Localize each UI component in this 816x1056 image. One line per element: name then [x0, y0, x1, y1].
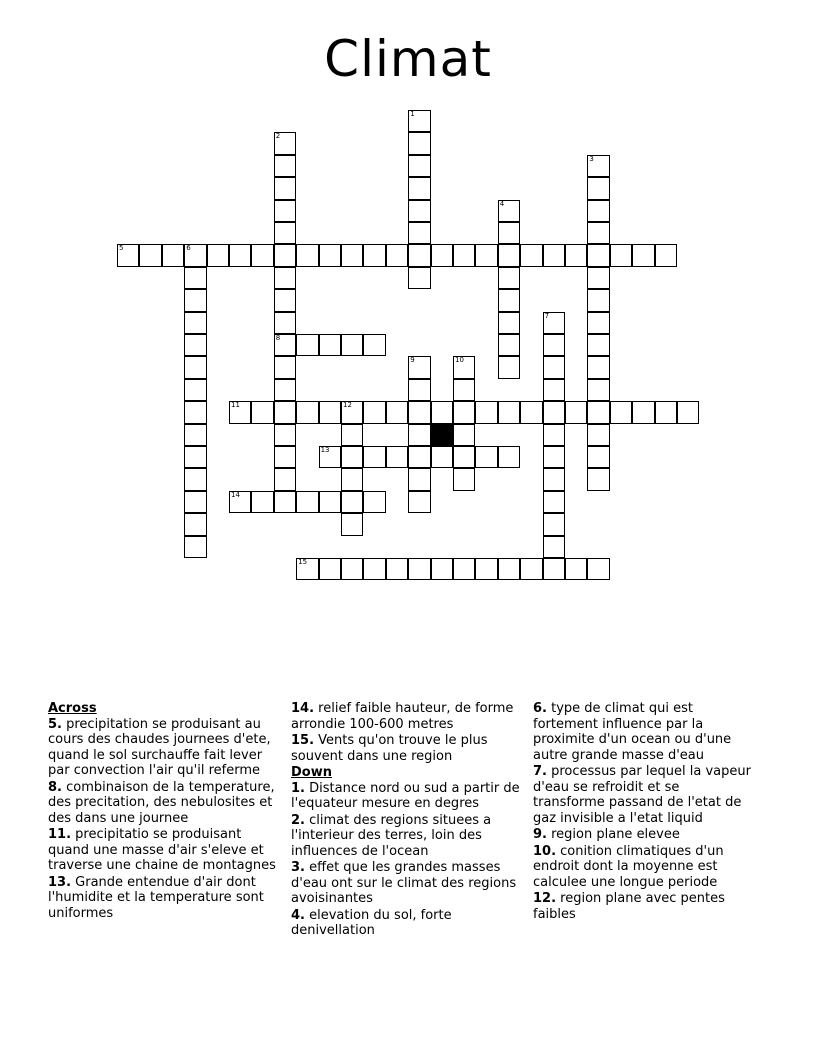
clue-item: [291, 781, 526, 812]
clue-number-label: 6.: [533, 701, 547, 716]
clue-text: combinaison de la temperature, des precitation, des nebulosites et des dans une journee: [48, 779, 275, 826]
clue-number: 15: [298, 558, 308, 566]
grid-cell[interactable]: [229, 491, 251, 513]
clue-text: conition climatiques d'un endroit dont la moyenne est calculee une longue periode: [533, 843, 724, 890]
grid-cell[interactable]: [587, 356, 609, 378]
grid-cell[interactable]: [274, 356, 296, 378]
clue-item: [291, 860, 526, 907]
grid-cell[interactable]: [319, 334, 341, 356]
grid-cell[interactable]: [184, 312, 206, 334]
clue-text: effet que les grandes masses d'eau ont sur le climat des regions avoisinantes: [291, 860, 517, 906]
grid-cell[interactable]: [610, 244, 632, 266]
across-heading: Across: [48, 701, 97, 716]
grid-cell[interactable]: [162, 244, 184, 266]
grid-cell[interactable]: [498, 356, 520, 378]
clue-number-label: 4.: [291, 907, 305, 923]
grid-cell[interactable]: [453, 446, 475, 468]
grid-cell[interactable]: [274, 401, 296, 423]
grid-cell[interactable]: [274, 379, 296, 401]
grid-cell[interactable]: [251, 244, 273, 266]
grid-cell[interactable]: [453, 558, 475, 580]
grid-cell[interactable]: [587, 222, 609, 244]
grid-cell[interactable]: [543, 244, 565, 266]
grid-cell[interactable]: [363, 401, 385, 423]
grid-cell[interactable]: [207, 244, 229, 266]
grid-cell[interactable]: [229, 401, 251, 423]
clue-text: precipitation se produisant au cours des chaudes journees d'ete, quand le sol surchauffe fait lever par convection l'air qu'il referme: [48, 716, 271, 778]
grid-cell[interactable]: [274, 312, 296, 334]
grid-cell[interactable]: [274, 267, 296, 289]
clue-number-label: 10.: [533, 843, 557, 859]
grid-cell[interactable]: [184, 513, 206, 535]
grid-cell[interactable]: [498, 289, 520, 311]
clue-text: region plane elevee: [546, 827, 680, 842]
grid-cell[interactable]: [587, 244, 609, 266]
grid-cell[interactable]: [184, 446, 206, 468]
grid-cell[interactable]: [431, 446, 453, 468]
grid-cell[interactable]: [184, 424, 206, 446]
clue-text: type de climat qui est fortement influence par la proximite d'un ocean ou d'une autre grande masse d'eau: [533, 701, 732, 763]
grid-cell[interactable]: [251, 401, 273, 423]
grid-cell[interactable]: [587, 468, 609, 490]
clue-number: 14: [231, 490, 240, 499]
grid-cell[interactable]: [408, 446, 430, 468]
grid-cell[interactable]: [117, 244, 139, 266]
grid-cell[interactable]: [184, 491, 206, 513]
grid-cell[interactable]: [565, 558, 587, 580]
grid-cell[interactable]: [229, 244, 251, 266]
grid-cell[interactable]: [587, 289, 609, 311]
grid-cell[interactable]: [565, 401, 587, 423]
grid-cell[interactable]: [587, 312, 609, 334]
grid-cell[interactable]: [341, 491, 363, 513]
clue-number: 4: [499, 199, 505, 208]
grid-cell[interactable]: [274, 446, 296, 468]
clue-number: 7: [544, 311, 550, 320]
clue-number: 3: [589, 154, 594, 163]
grid-cell[interactable]: [520, 244, 542, 266]
black-cell: [431, 424, 453, 446]
grid-cell[interactable]: [319, 558, 341, 580]
grid-cell[interactable]: [296, 491, 318, 513]
grid-cell[interactable]: [543, 536, 565, 558]
grid-cell[interactable]: [632, 401, 654, 423]
grid-cell[interactable]: [408, 401, 430, 423]
grid-cell[interactable]: [408, 267, 430, 289]
clue-item: [291, 701, 526, 732]
grid-cell[interactable]: [587, 401, 609, 423]
grid-cell[interactable]: [319, 244, 341, 266]
grid-cell[interactable]: [296, 244, 318, 266]
clue-number: 11: [231, 401, 240, 410]
clue-column-1: [48, 701, 283, 922]
grid-cell[interactable]: [386, 446, 408, 468]
grid-cell[interactable]: [408, 379, 430, 401]
puzzle-title: Climat: [324, 30, 492, 88]
grid-cell[interactable]: [543, 312, 565, 334]
grid-cell[interactable]: [498, 446, 520, 468]
grid-cell[interactable]: [408, 155, 430, 177]
clue-item: [533, 844, 753, 891]
clue-number-label: 13.: [48, 874, 72, 890]
clue-number: 8: [275, 334, 281, 342]
clue-text: climat des regions situees a l'interieur des terres, loin des influences de l'ocean: [291, 812, 492, 859]
grid-cell[interactable]: [386, 401, 408, 423]
grid-cell[interactable]: [274, 200, 296, 222]
clue-item: [48, 717, 283, 779]
grid-cell[interactable]: [274, 132, 296, 154]
grid-cell[interactable]: [341, 468, 363, 490]
clue-number-label: 9.: [533, 827, 547, 842]
grid-cell[interactable]: [184, 468, 206, 490]
grid-cell[interactable]: [184, 334, 206, 356]
clue-number: 9: [410, 356, 415, 365]
clue-item: [291, 908, 526, 939]
grid-cell[interactable]: [184, 401, 206, 423]
grid-cell[interactable]: [408, 200, 430, 222]
clue-text: region plane avec pentes faibles: [533, 891, 725, 922]
grid-cell[interactable]: [475, 244, 497, 266]
clue-item: [291, 733, 526, 764]
grid-cell[interactable]: [677, 401, 699, 423]
grid-cell[interactable]: [543, 491, 565, 513]
grid-cell[interactable]: [184, 536, 206, 558]
down-heading: Down: [291, 765, 332, 780]
grid-cell[interactable]: [408, 491, 430, 513]
grid-cell[interactable]: [520, 558, 542, 580]
grid-cell[interactable]: [543, 424, 565, 446]
grid-cell[interactable]: [274, 244, 296, 266]
grid-cell[interactable]: [184, 356, 206, 378]
grid-cell[interactable]: [475, 401, 497, 423]
clue-number-label: 11.: [48, 827, 72, 842]
clue-item: [48, 827, 283, 874]
clue-number: 1: [410, 110, 415, 118]
grid-cell[interactable]: [587, 379, 609, 401]
grid-cell[interactable]: [363, 334, 385, 356]
grid-cell[interactable]: [655, 401, 677, 423]
clue-item: [533, 701, 753, 763]
grid-cell[interactable]: [341, 558, 363, 580]
grid-cell[interactable]: [408, 177, 430, 199]
clue-number-label: 7.: [533, 764, 547, 779]
grid-cell[interactable]: [431, 401, 453, 423]
grid-cell[interactable]: [453, 401, 475, 423]
grid-cell[interactable]: [587, 334, 609, 356]
grid-cell[interactable]: [363, 446, 385, 468]
grid-cell[interactable]: [408, 468, 430, 490]
clue-text: precipitatio se produisant quand une masse d'air s'eleve et traverse une chaine de montagnes: [48, 827, 276, 873]
grid-cell[interactable]: [408, 424, 430, 446]
clue-number: 13: [320, 446, 330, 454]
grid-cell[interactable]: [363, 244, 385, 266]
grid-cell[interactable]: [587, 267, 609, 289]
clue-number-label: 3.: [291, 860, 305, 875]
grid-cell[interactable]: [587, 155, 609, 177]
grid-cell[interactable]: [386, 244, 408, 266]
grid-cell[interactable]: [341, 446, 363, 468]
clue-text: elevation du sol, forte denivellation: [291, 907, 452, 938]
grid-cell[interactable]: [341, 401, 363, 423]
grid-cell[interactable]: [543, 401, 565, 423]
clue-column-3: [533, 701, 753, 923]
clue-number: 5: [119, 244, 124, 253]
grid-cell[interactable]: [431, 244, 453, 266]
grid-cell[interactable]: [408, 558, 430, 580]
grid-cell[interactable]: [498, 267, 520, 289]
grid-cell[interactable]: [184, 289, 206, 311]
grid-cell[interactable]: [363, 491, 385, 513]
grid-cell[interactable]: [543, 446, 565, 468]
grid-cell[interactable]: [296, 334, 318, 356]
grid-cell[interactable]: [251, 491, 273, 513]
grid-cell[interactable]: [363, 558, 385, 580]
clue-number-label: 5.: [48, 716, 62, 732]
grid-cell[interactable]: [274, 155, 296, 177]
grid-cell[interactable]: [274, 177, 296, 199]
grid-cell[interactable]: [341, 513, 363, 535]
grid-cell[interactable]: [184, 379, 206, 401]
grid-cell[interactable]: [453, 379, 475, 401]
grid-cell[interactable]: [498, 558, 520, 580]
grid-cell[interactable]: [543, 513, 565, 535]
grid-cell[interactable]: [565, 244, 587, 266]
grid-cell[interactable]: [610, 401, 632, 423]
grid-cell[interactable]: [475, 446, 497, 468]
clue-item: [48, 875, 283, 922]
clue-number-label: 12.: [533, 891, 557, 906]
clue-number: 12: [343, 401, 352, 410]
grid-cell[interactable]: [184, 267, 206, 289]
grid-cell[interactable]: [498, 200, 520, 222]
grid-cell[interactable]: [453, 468, 475, 490]
clue-number: 6: [186, 244, 191, 253]
grid-cell[interactable]: [184, 244, 206, 266]
clue-item: [291, 813, 526, 860]
grid-cell[interactable]: [655, 244, 677, 266]
grid-cell[interactable]: [274, 289, 296, 311]
grid-cell[interactable]: [274, 468, 296, 490]
clue-item: [533, 827, 753, 843]
clue-text: Grande entendue d'air dont l'humidite et la temperature sont uniformes: [48, 874, 264, 921]
clue-item: [533, 891, 753, 922]
clue-item: [48, 780, 283, 827]
clue-number-label: 14.: [291, 701, 315, 716]
grid-cell[interactable]: [543, 334, 565, 356]
clue-text: Distance nord ou sud a partir de l'equateur mesure en degres: [291, 780, 520, 811]
grid-cell[interactable]: [632, 244, 654, 266]
grid-cell[interactable]: [139, 244, 161, 266]
grid-cell[interactable]: [498, 334, 520, 356]
grid-cell[interactable]: [341, 244, 363, 266]
grid-cell[interactable]: [274, 491, 296, 513]
grid-cell[interactable]: [341, 424, 363, 446]
grid-cell[interactable]: [520, 401, 542, 423]
grid-cell[interactable]: [341, 334, 363, 356]
grid-cell[interactable]: [453, 244, 475, 266]
grid-cell[interactable]: [498, 312, 520, 334]
grid-cell[interactable]: [543, 379, 565, 401]
clue-number-label: 15.: [291, 733, 315, 748]
grid-cell[interactable]: [587, 558, 609, 580]
grid-cell[interactable]: [408, 110, 430, 132]
clue-column-2: [291, 701, 526, 940]
grid-cell[interactable]: [453, 424, 475, 446]
grid-cell[interactable]: [408, 132, 430, 154]
clue-number: 10: [455, 356, 464, 365]
grid-cell[interactable]: [386, 558, 408, 580]
clue-item: [533, 764, 753, 826]
grid-cell[interactable]: [319, 401, 341, 423]
grid-cell[interactable]: [475, 558, 497, 580]
grid-cell[interactable]: [319, 491, 341, 513]
grid-cell[interactable]: [587, 177, 609, 199]
grid-cell[interactable]: [274, 334, 296, 356]
grid-cell[interactable]: [543, 468, 565, 490]
grid-cell[interactable]: [498, 401, 520, 423]
clue-text: relief faible hauteur, de forme arrondie 100-600 metres: [291, 701, 514, 732]
grid-cell[interactable]: [587, 424, 609, 446]
grid-cell[interactable]: [587, 200, 609, 222]
grid-cell[interactable]: [319, 446, 341, 468]
grid-cell[interactable]: [498, 244, 520, 266]
clue-text: Vents qu'on trouve le plus souvent dans une region: [291, 733, 488, 764]
grid-cell[interactable]: [274, 424, 296, 446]
clue-number: 2: [275, 132, 281, 141]
grid-cell[interactable]: [408, 244, 430, 266]
clue-number-label: 8.: [48, 779, 62, 795]
grid-cell[interactable]: [296, 558, 318, 580]
grid-cell[interactable]: [587, 446, 609, 468]
grid-cell[interactable]: [296, 401, 318, 423]
grid-cell[interactable]: [543, 356, 565, 378]
clue-text: processus par lequel la vapeur d'eau se refroidit et se transforme passand de l'etat de gaz invisible a l'etat liquid: [533, 764, 751, 826]
grid-cell[interactable]: [408, 222, 430, 244]
grid-cell[interactable]: [431, 558, 453, 580]
grid-cell[interactable]: [498, 222, 520, 244]
clue-number-label: 2.: [291, 812, 305, 828]
grid-cell[interactable]: [453, 356, 475, 378]
grid-cell[interactable]: [408, 356, 430, 378]
grid-cell[interactable]: [274, 222, 296, 244]
grid-cell[interactable]: [543, 558, 565, 580]
clue-number-label: 1.: [291, 780, 305, 796]
